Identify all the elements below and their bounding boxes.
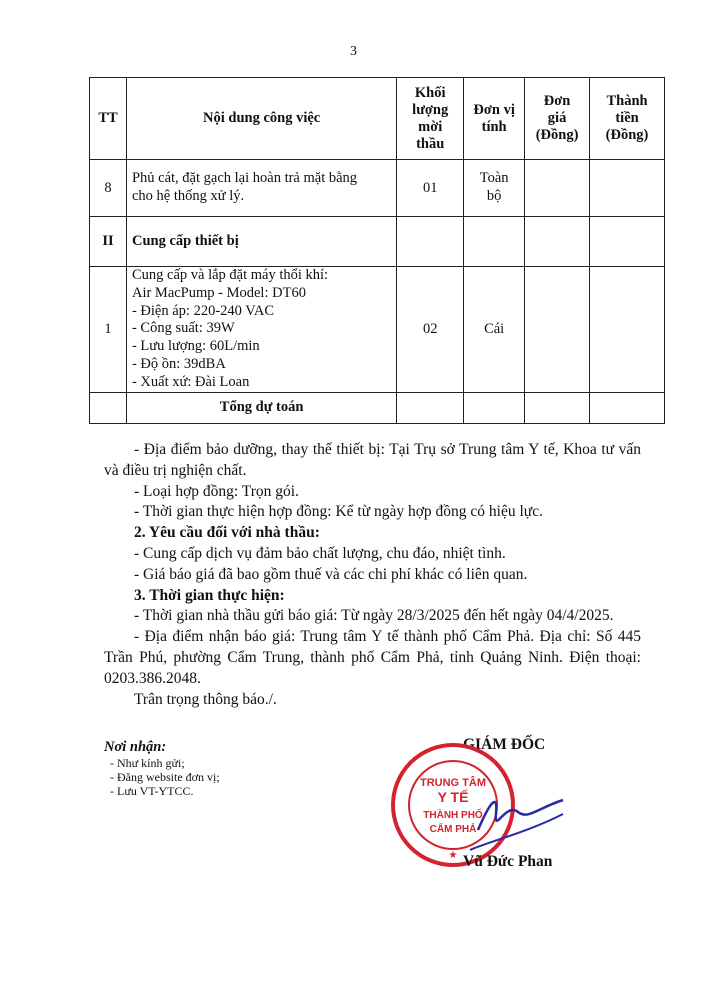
contract-type: - Loại hợp đồng: Trọn gói. bbox=[134, 482, 299, 500]
page-number: 3 bbox=[350, 44, 357, 59]
row-content: Cung cấp thiết bị bbox=[126, 217, 396, 267]
table-row bbox=[90, 267, 665, 393]
row-tt: 1 bbox=[90, 267, 127, 393]
row-unit: Cái bbox=[464, 267, 525, 393]
quote-submission-time: - Thời gian nhà thầu gửi báo giá: Từ ngày 28/3/2025 đến hết ngày 04/4/2025. bbox=[134, 607, 614, 625]
table-total-row bbox=[90, 392, 665, 423]
row-tt: 8 bbox=[90, 160, 127, 217]
quote-receiving-location: - Địa điểm nhận báo giá: Trung tâm Y tế thành phố Cẩm Phả. Địa chỉ: Số 445 Trần Phú, phường Cẩm Trung, thành phố Cẩm Phả, tỉnh Quảng Ninh. Điện thoại: 0203.386.2048. bbox=[104, 628, 641, 687]
body-text bbox=[104, 440, 641, 710]
section-heading-3: 3. Thời gian thực hiện: bbox=[134, 586, 285, 604]
row-qty: 02 bbox=[397, 267, 464, 393]
header-qty: Khối lượng mời thầu bbox=[397, 78, 464, 160]
requirement-price: - Giá báo giá đã bao gồm thuế và các chi phí khác có liên quan. bbox=[134, 565, 528, 583]
recipients-title: Nơi nhận: bbox=[104, 739, 167, 755]
recipient-item: - Lưu VT-YTCC. bbox=[110, 784, 194, 798]
recipient-item: - Đăng website đơn vị; bbox=[110, 770, 220, 784]
row-tt: II bbox=[90, 217, 127, 267]
recipient-item: - Như kính gửi; bbox=[110, 756, 185, 770]
director-name: Vũ Đức Phan bbox=[463, 853, 553, 870]
row-content: Phủ cát, đặt gạch lại hoàn trả mặt bằng cho hệ thống xử lý. bbox=[126, 160, 396, 217]
table-row bbox=[90, 217, 665, 267]
requirement-quality: - Cung cấp dịch vụ đảm bảo chất lượng, chu đáo, nhiệt tình. bbox=[134, 544, 506, 562]
header-unit-price: Đơn giá (Đồng) bbox=[525, 78, 590, 160]
total-label: Tổng dự toán bbox=[126, 392, 396, 423]
svg-text:Y TẾ: Y TẾ bbox=[437, 789, 469, 805]
official-seal-icon bbox=[378, 742, 568, 867]
svg-text:CẨM PHẢ: CẨM PHẢ bbox=[429, 824, 477, 835]
row-qty: 01 bbox=[397, 160, 464, 217]
row-unit: Toàn bộ bbox=[464, 160, 525, 217]
svg-text:★: ★ bbox=[448, 850, 458, 861]
svg-text:THÀNH PHỐ: THÀNH PHỐ bbox=[423, 810, 483, 821]
director-title: GIÁM ĐỐC bbox=[463, 736, 546, 753]
header-tt: TT bbox=[90, 78, 127, 160]
closing-line: Trân trọng thông báo./. bbox=[134, 690, 277, 708]
header-unit: Đơn vị tính bbox=[464, 78, 525, 160]
recipients-block bbox=[104, 739, 220, 798]
row-content: Cung cấp và lắp đặt máy thổi khí: Air MacPump - Model: DT60 - Điện áp: 220-240 VAC - Công suất: 39W - Lưu lượng: 60L/min - Độ ồn: 39dBA - Xuất xứ: Đài Loan bbox=[126, 267, 396, 393]
svg-text:TRUNG TÂM: TRUNG TÂM bbox=[420, 777, 486, 789]
quotation-table bbox=[89, 77, 665, 424]
contract-duration: - Thời gian thực hiện hợp đồng: Kể từ ngày hợp đồng có hiệu lực. bbox=[134, 503, 543, 521]
table-header-row bbox=[90, 78, 665, 160]
header-content: Nội dung công việc bbox=[126, 78, 396, 160]
row-amount bbox=[590, 160, 665, 217]
table-row bbox=[90, 160, 665, 217]
header-amount: Thành tiền (Đồng) bbox=[590, 78, 665, 160]
maintenance-location: - Địa điểm bảo dưỡng, thay thế thiết bị: Tại Trụ sở Trung tâm Y tế, Khoa tư vấn và điều trị nghiện chất. bbox=[104, 441, 641, 479]
section-heading-2: 2. Yêu cầu đối với nhà thầu: bbox=[134, 524, 320, 542]
row-unit-price bbox=[525, 160, 590, 217]
